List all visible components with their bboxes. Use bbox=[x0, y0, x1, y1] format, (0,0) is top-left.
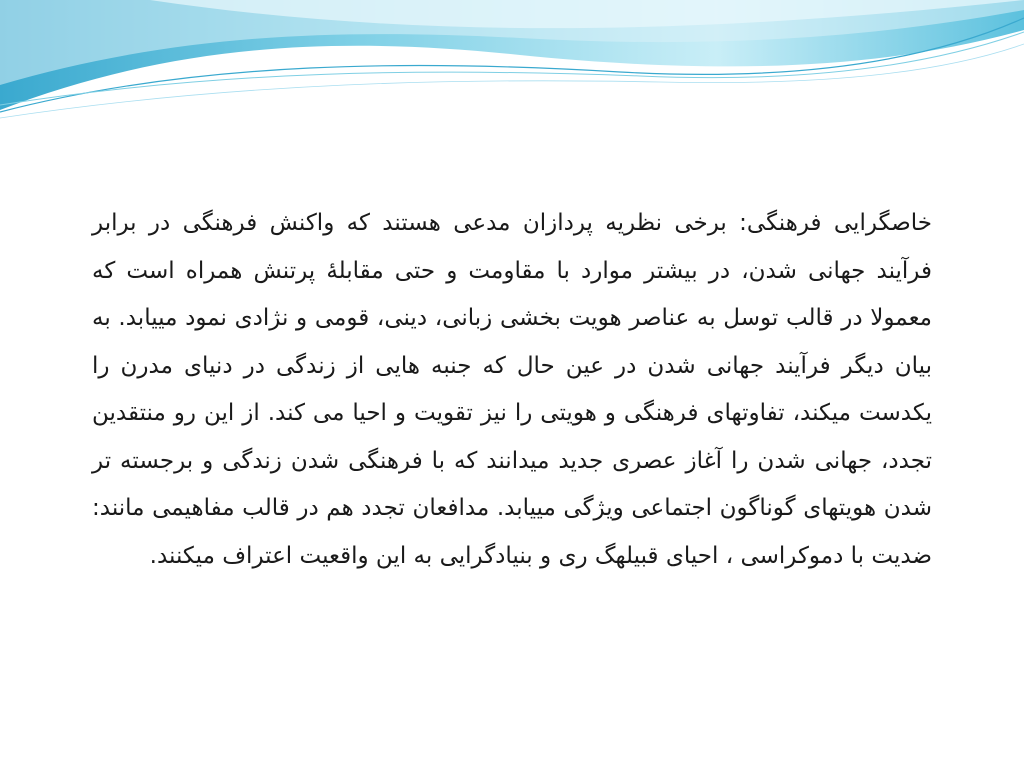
body-paragraph: خاصگرایی فرهنگی: برخی نظریه پردازان مدعی هستند که واکنش فرهنگی در برابر فرآیند جهانی شدن، در بیشتر موارد با مقاومت و حتی مقابلۀ پرتنش همراه است که معمولا در قالب توسل به عناصر هویت بخشی زبانی، دینی، قومی و نژادی نمود مییابد. به بیان دیگر فرآیند جهانی شدن در عین حال که جنبه هایی از زندگی در دنیای مدرن را یکدست میکند، تفاوتهای فرهنگی و هویتی را نیز تقویت و احیا می کند. از این رو منتقدین تجدد، جهانی شدن را آغاز عصری جدید میدانند که با فرهنگی شدن زندگی و برجسته تر شدن هویتهای گوناگون اجتماعی ویژگی مییابد. مدافعان تجدد هم در قالب مفاهیمی مانند: ضدیت با دموکراسی ، احیای قبیلهگ ری و بنیادگرایی به این واقعیت اعتراف میکنند. bbox=[92, 210, 932, 569]
header-wave-decoration bbox=[0, 0, 1024, 130]
